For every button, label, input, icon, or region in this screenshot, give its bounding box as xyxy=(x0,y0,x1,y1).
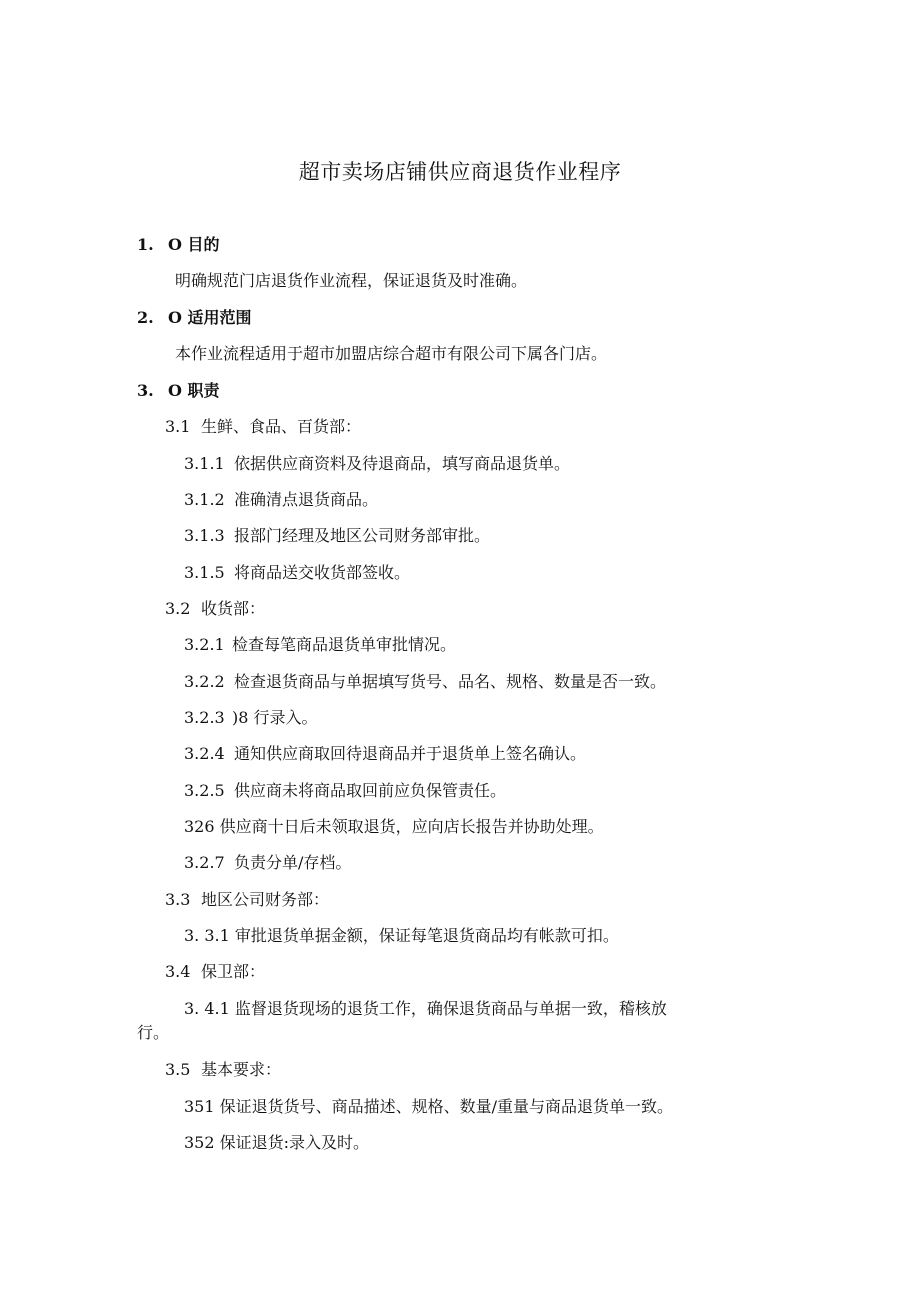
subsection-3-3 xyxy=(165,890,329,910)
item-label: 检查退货商品与单据填写货号、品名、规格、数量是否一致。 xyxy=(234,672,667,691)
item-3-2-3 xyxy=(184,708,318,728)
document-title: 超市卖场店铺供应商退货作业程序 xyxy=(298,160,622,184)
item-number: 3.1.2 xyxy=(184,490,225,509)
item-label: 供应商未将商品取回前应负保管责任。 xyxy=(234,781,507,800)
item-3-1-1 xyxy=(184,454,570,474)
item-number: 3.1.5 xyxy=(184,563,225,582)
item-label: 地区公司财务部： xyxy=(201,890,330,909)
section-number: 2. xyxy=(137,308,154,327)
item-3-2-4 xyxy=(184,744,586,764)
item-number: 3.2.1 xyxy=(184,635,225,654)
section-title: O 适用范围 xyxy=(168,308,252,327)
item-label: 收货部： xyxy=(201,599,266,618)
item-3-4-1-line1: 3. 4.1 监督退货现场的退货工作，确保退货商品与单据一致，稽核放 xyxy=(184,999,667,1018)
item-number: 3.1 xyxy=(165,417,191,436)
item-label: 基本要求： xyxy=(201,1060,282,1079)
subsection-3-4 xyxy=(165,962,265,982)
subsection-3-2 xyxy=(165,599,265,619)
section-1-body: 明确规范门店退货作业流程，保证退货及时准确。 xyxy=(175,271,528,290)
item-3-1-2 xyxy=(184,490,378,510)
item-3-2-6: 326 供应商十日后未领取退货，应向店长报告并协助处理。 xyxy=(184,817,604,836)
item-label: )8 行录入。 xyxy=(232,708,318,727)
item-number: 3.1.3 xyxy=(184,526,225,545)
item-label: 检查每笔商品退货单审批情况。 xyxy=(232,635,457,654)
item-number: 3.4 xyxy=(165,962,191,981)
item-number: 3.2.5 xyxy=(184,781,225,800)
item-3-1-3 xyxy=(184,526,490,546)
item-3-2-7 xyxy=(184,853,351,873)
item-label: 依据供应商资料及待退商品，填写商品退货单。 xyxy=(234,454,571,473)
item-label: 报部门经理及地区公司财务部审批。 xyxy=(234,526,491,545)
section-3-heading xyxy=(137,381,220,401)
section-number: 1. xyxy=(137,235,154,254)
section-2-body: 本作业流程适用于超市加盟店综合超市有限公司下属各门店。 xyxy=(175,344,608,363)
section-1-heading xyxy=(137,235,220,255)
item-number: 3.5 xyxy=(165,1060,191,1079)
item-3-4-1-line2: 行。 xyxy=(137,1023,170,1042)
item-label: 准确清点退货商品。 xyxy=(234,490,379,509)
item-number: 3.2 xyxy=(165,599,191,618)
item-3-2-1 xyxy=(184,635,456,655)
item-number: 3.2.3 xyxy=(184,708,225,727)
item-3-5-1: 351 保证退货货号、商品描述、规格、数量/重量与商品退货单一致。 xyxy=(184,1097,674,1116)
subsection-3-1 xyxy=(165,417,361,437)
item-label: 通知供应商取回待退商品并于退货单上签名确认。 xyxy=(234,744,587,763)
item-label: 保卫部： xyxy=(201,962,266,981)
section-number: 3. xyxy=(137,381,154,400)
item-3-2-5 xyxy=(184,781,506,801)
subsection-3-5 xyxy=(165,1060,281,1080)
section-2-heading xyxy=(137,308,252,328)
item-label: 生鲜、食品、百货部： xyxy=(201,417,362,436)
item-number: 3.1.1 xyxy=(184,454,225,473)
item-3-3-1: 3. 3.1 审批退货单据金额，保证每笔退货商品均有帐款可扣。 xyxy=(184,926,619,945)
item-number: 3.2.2 xyxy=(184,672,225,691)
item-number: 3.2.7 xyxy=(184,853,225,872)
item-3-1-5 xyxy=(184,563,410,583)
item-number: 3.3 xyxy=(165,890,191,909)
section-title: O 目的 xyxy=(168,235,220,254)
item-number: 3.2.4 xyxy=(184,744,225,763)
item-3-5-2: 352 保证退货:录入及时。 xyxy=(184,1133,370,1152)
item-label: 负责分单/存档。 xyxy=(234,853,352,872)
section-title: O 职责 xyxy=(168,381,220,400)
item-3-2-2 xyxy=(184,672,666,692)
item-label: 将商品送交收货部签收。 xyxy=(234,563,411,582)
